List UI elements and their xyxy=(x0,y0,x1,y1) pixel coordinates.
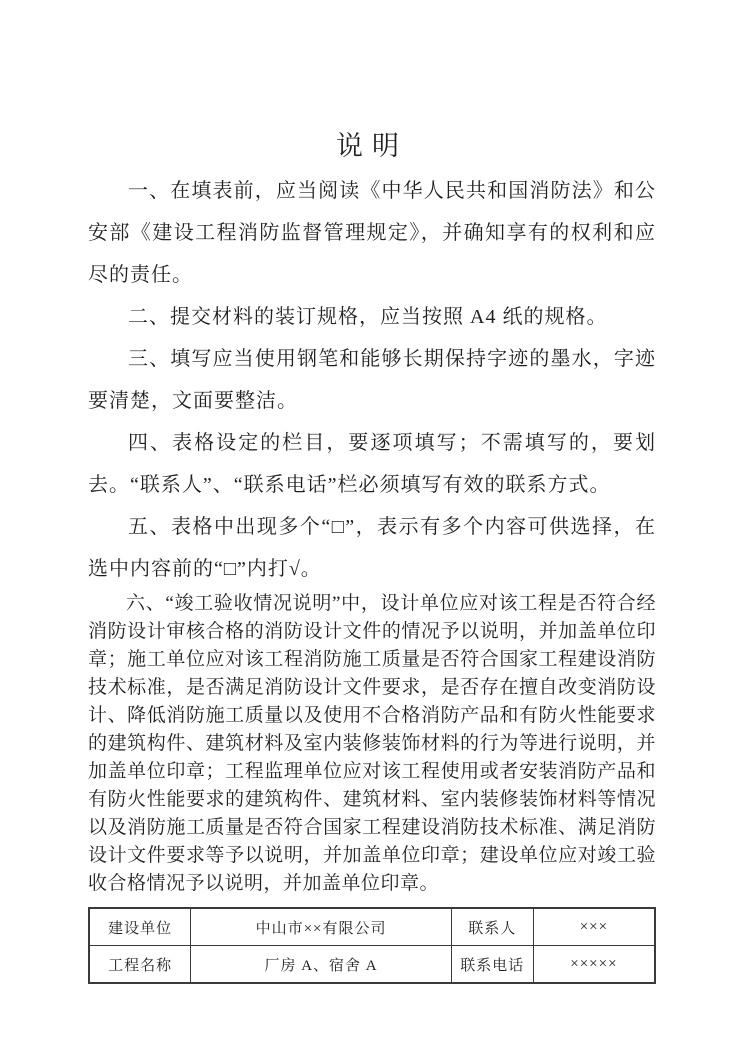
instructions-paragraph-1: 一、在填表前，应当阅读《中华人民共和国消防法》和公安部《建设工程消防监督管理规定》，并确知享有的权利和应尽的责任。 xyxy=(88,180,656,286)
instructions-paragraph-2: 二、提交材料的装订规格，应当按照 A4 纸的规格。 xyxy=(128,306,608,328)
contact-phone-label: 联系电话 xyxy=(451,946,533,984)
table-row-project-name xyxy=(89,946,655,984)
project-info-table xyxy=(88,907,656,984)
project-name-value: 厂房 A、宿舍 A xyxy=(191,946,451,984)
table-row-construction-unit xyxy=(89,908,655,946)
contact-person-value: ××× xyxy=(533,908,655,946)
construction-unit-value: 中山市××有限公司 xyxy=(191,908,451,946)
instructions-paragraph-5: 五、表格中出现多个“□”，表示有多个内容可供选择，在选中内容前的“□”内打√。 xyxy=(88,516,656,580)
project-name-label: 工程名称 xyxy=(89,946,191,984)
instructions-paragraph-3: 三、填写应当使用钢笔和能够长期保持字迹的墨水，字迹要清楚，文面要整洁。 xyxy=(88,348,656,412)
page-title: 说明 xyxy=(336,131,408,161)
construction-unit-label: 建设单位 xyxy=(89,908,191,946)
contact-person-label: 联系人 xyxy=(451,908,533,946)
instructions-paragraph-4: 四、表格设定的栏目，要逐项填写；不需填写的，要划去。“联系人”、“联系电话”栏必须填写有效的联系方式。 xyxy=(88,432,656,496)
instructions-paragraph-6: 六、“竣工验收情况说明”中，设计单位应对该工程是否符合经消防设计审核合格的消防设计文件的情况予以说明，并加盖单位印章；施工单位应对该工程消防施工质量是否符合国家工程建设消防技术标准，是否满足消防设计文件要求，是否存在擅自改变消防设计、降低消防施工质量以及使用不合格消防产品和有防火性能要求的建筑构件、建筑材料及室内装修装饰材料的行为等进行说明，并加盖单位印章；工程监理单位应对该工程使用或者安装消防产品和有防火性能要求的建筑构件、建筑材料、室内装修装饰材料等情况以及消防施工质量是否符合国家工程建设消防技术标准、满足消防设计文件要求等予以说明，并加盖单位印章；建设单位应对竣工验收合格情况予以说明，并加盖单位印章。 xyxy=(88,593,656,894)
contact-phone-value: ××××× xyxy=(533,946,655,984)
